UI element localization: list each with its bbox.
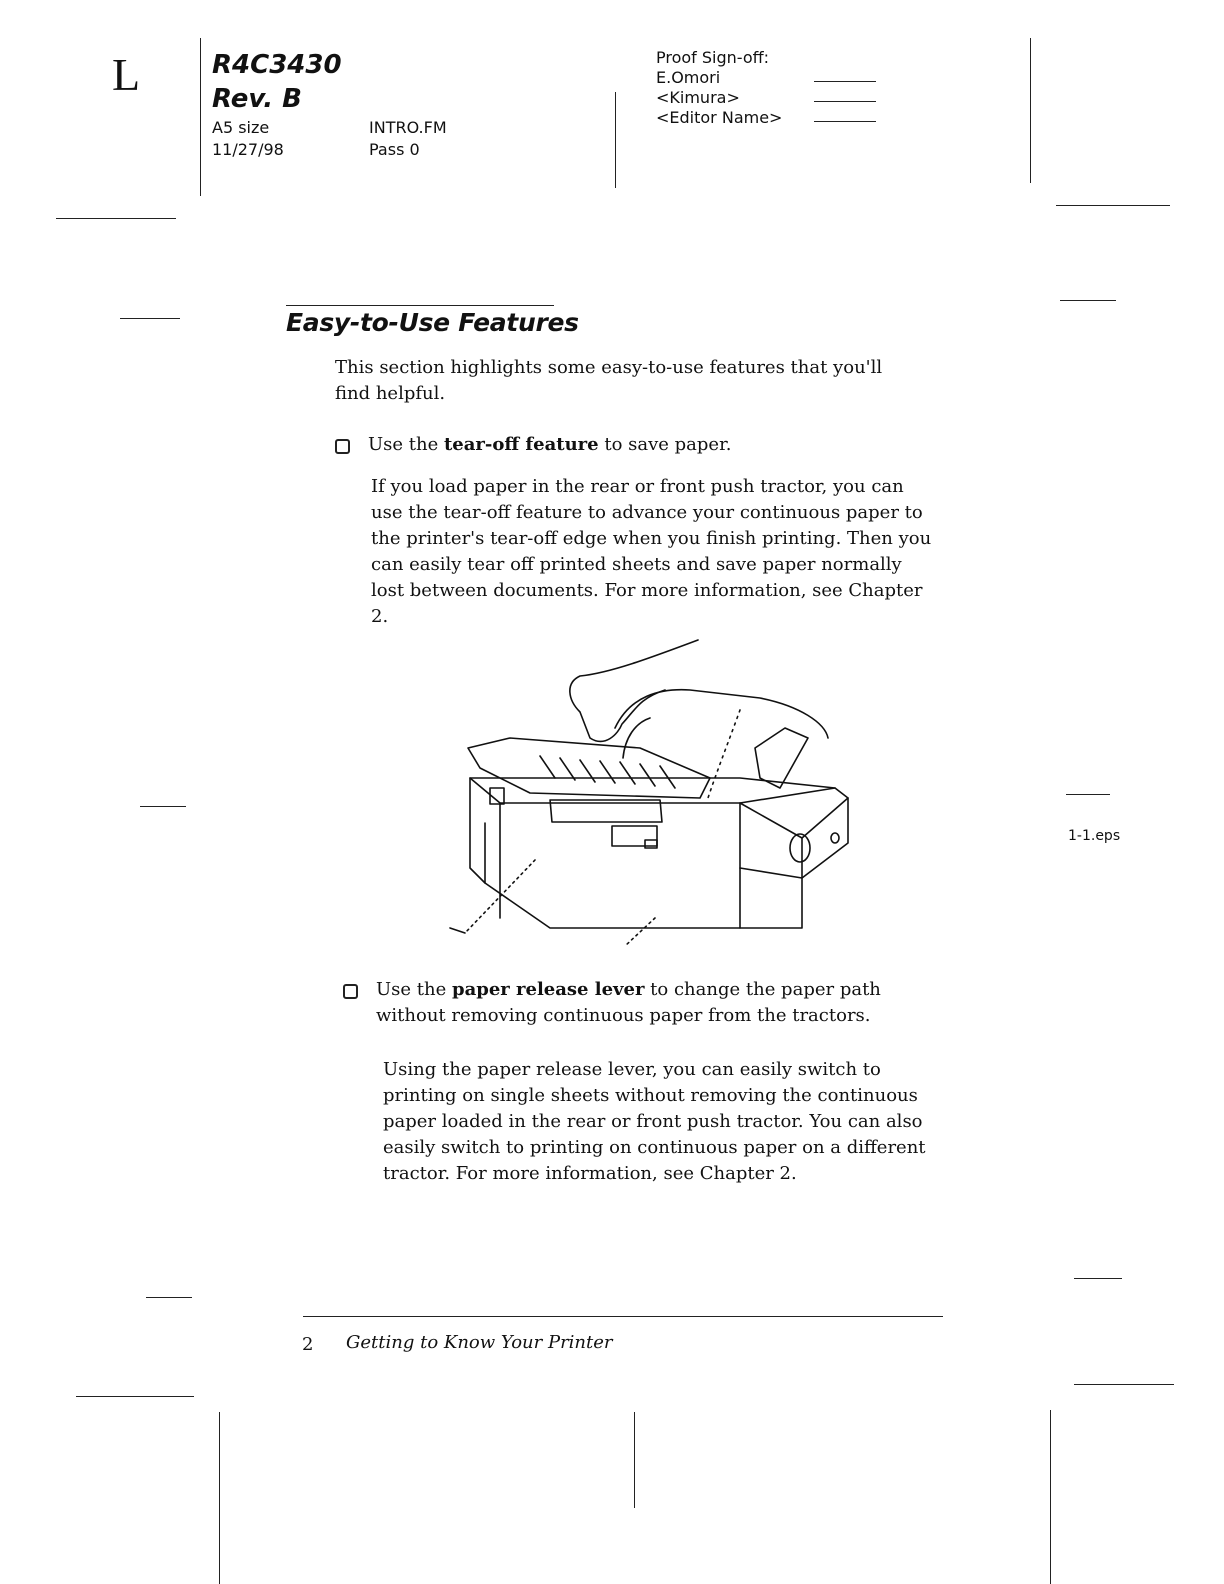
- revision-label: Rev. B: [212, 84, 302, 114]
- crop-mark: [1074, 1384, 1174, 1385]
- feature-description: Using the paper release lever, you can easily switch to printing on single sheets without removing the continuous paper loaded in the rear or front push tractor. You can also easily switch to printing on continuous paper on a different tractor. For more information, see Chapter 2.: [383, 1059, 926, 1184]
- signature-line: [814, 81, 876, 82]
- crop-mark: [120, 318, 180, 319]
- proof-signoff-name: <Kimura>: [656, 88, 740, 107]
- feature-term: tear-off feature: [443, 434, 599, 455]
- document-date: 11/27/98: [212, 140, 284, 159]
- printer-illustration: [440, 628, 860, 953]
- section-title-rule: [286, 305, 554, 306]
- crop-mark: [140, 806, 186, 807]
- feature-item: [335, 432, 935, 458]
- pass-number: Pass 0: [369, 140, 420, 159]
- lead-text: to change the paper path without removing continuous paper from the tractors.: [376, 979, 881, 1026]
- feature-lead: [376, 977, 896, 1029]
- crop-mark: [1060, 300, 1116, 301]
- crop-mark: [146, 1297, 192, 1298]
- footer-rule: [303, 1316, 943, 1317]
- header-divider-left: [200, 38, 201, 196]
- header-divider-middle: [615, 92, 616, 188]
- crop-mark: [56, 218, 176, 219]
- lead-text: to save paper.: [598, 434, 732, 455]
- crop-mark: [1074, 1278, 1122, 1279]
- lead-text: Use the: [368, 434, 444, 455]
- document-code: R4C3430: [212, 50, 342, 80]
- corner-letter: L: [112, 49, 141, 100]
- feature-term: paper release lever: [451, 979, 645, 1000]
- section-title: Easy-to-Use Features: [286, 308, 579, 337]
- crop-mark: [76, 1396, 194, 1397]
- paper-size: A5 size: [212, 118, 270, 137]
- crop-mark: [1050, 1410, 1051, 1584]
- continuous-paper: [615, 690, 828, 738]
- crop-mark: [219, 1412, 220, 1584]
- feature-item: [343, 977, 943, 1029]
- platen-knob: [790, 834, 810, 862]
- crop-mark: [1056, 205, 1170, 206]
- checkbox-bullet-icon: [335, 439, 350, 454]
- figure-file-label: 1-1.eps: [1068, 828, 1121, 844]
- checkbox-bullet-icon: [343, 984, 358, 999]
- crop-mark: [634, 1412, 635, 1508]
- header-divider-right: [1030, 38, 1031, 183]
- lead-text: Use the: [376, 979, 452, 1000]
- proof-signoff-name: <Editor Name>: [656, 108, 783, 127]
- crop-mark: [1066, 794, 1110, 795]
- proof-signoff-heading: Proof Sign-off:: [656, 48, 770, 67]
- page-number: 2: [302, 1334, 314, 1355]
- intro-paragraph: This section highlights some easy-to-use features that you'll find helpful.: [335, 357, 883, 404]
- feature-lead: [368, 432, 731, 458]
- file-name: INTRO.FM: [369, 118, 447, 137]
- feature-description: If you load paper in the rear or front push tractor, you can use the tear-off feature to advance your continuous paper to the printer's tear-off edge when you finish printing. Then you can easily tear off printed sheets and save paper normally lost between documents. For more information, see Chapter 2.: [371, 476, 932, 627]
- proof-signoff-name: E.Omori: [656, 68, 721, 87]
- chapter-title: Getting to Know Your Printer: [346, 1332, 613, 1353]
- signature-line: [814, 121, 876, 122]
- signature-line: [814, 101, 876, 102]
- hand-drawing: [570, 640, 698, 741]
